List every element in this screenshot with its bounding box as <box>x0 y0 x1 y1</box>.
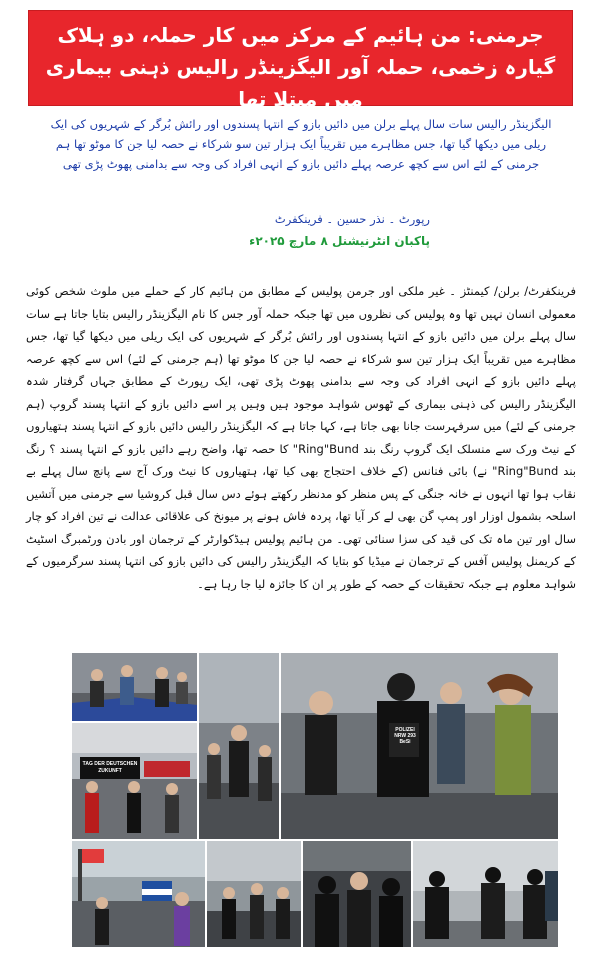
byline: رپورٹ ۔ نذر حسین ۔ فرینکفرٹ <box>274 212 430 226</box>
summary-text: الیگزینڈر رالیس سات سال پہلے برلن میں دائیں بازو کے انتہا پسندوں اور رائش بُرگر کے شہریوں کی ایک ریلی میں دیکھا گیا تھا، جس مظاہرے میں تقریباً ایک ہزار تین سو شرکاء نے حصہ لیا جن کا موٹو تھا ہم جرمنی کے لئے اس سے کچھ عرصہ پہلے دائیں بازو کے انہی افراد کی وجہ سے بدامنی پھوٹ پڑی تھی <box>50 117 552 171</box>
photo-crowd-street <box>207 841 301 947</box>
dateline: پاکبان انٹرنیشنل ۸ مارچ ۲۰۲۵ء <box>249 234 430 248</box>
article-body <box>26 280 576 595</box>
article-body-text: فرینکفرٹ/ برلن/ کیمنٹز ۔ غیر ملکی اور جرمن پولیس کے مطابق من ہائیم کار کے حملے میں ملوث شخص کوئی معمولی انسان نہیں تھا وہ پولیس کی نظروں میں تھا جبکہ حملہ آور جس کا نام الیگزینڈر رالیس بتایا جاتا ہے سات سال پہلے برلن میں دائیں بازو کے انتہا پسندوں اور رائش بُرگر کے شہریوں کی ایک ریلی میں دیکھا گیا تھا، جس مظاہرے میں تقریباً ایک ہزار تین سو شرکاء نے حصہ لیا جن کا موٹو تھا (ہم جرمنی کے لئے) اس سے کچھ عرصہ پہلے دائیں بازو کے انہی افراد کی وجہ سے بدامنی پھوٹ پڑی تھی، ایک رپورٹ کے مطابق جہاں گرفتار شدہ الیگزینڈر رالیس کی ذہنی بیماری کے ٹھوس شواہد موجود ہیں وہیں پر اسے دائیں بازو کے انتہا پسند گروپ (ہم جرمنی کے لئے) میں سرفہرست جانا بھی جاتا ہے، کہا جاتا ہے کہ الیگزینڈر رالیس دائیں بازو کے انتہا پسند ہتھیاروں کے نیٹ ورک سے منسلک ایک گروپ رنگ بند Ring"Bund" کا حصہ تھا، واضح رہے دائیں بازو کے انتہا پسند ؟ رنگ بند Ring"Bund" نے) بائی فنانس (کے خلاف احتجاج بھی کیا تھا، ہتھیاروں کا نیٹ ورک آج سے پانچ سال پہلے بے نقاب ہوا تھا انہوں نے خانہ جنگی کے پس منظر کو مدنظر رکھتے ہوئے دس سال قبل کروشیا سے جرمنی میں آتشیں اسلحہ بشمول اوزار اور پمپ گن بھی لے کر آیا تھا، پردہ فاش ہونے پر میونخ کی علاقائی عدالت نے تین افراد کو چار سال اور تین ماہ تک کی قید کی سزا سنائی تھی۔ من ہائیم پولیس ہیڈکوارٹر کے ترجمان اور بادن ورٹمبرگ اسٹیٹ کے کریمنل پولیس آفس کے ترجمان نے میڈیا کو بتایا کہ الیگزینڈر رالیس کی دائیں بازو کی انتہا پسند سرگرمیوں کے شواہد معلوم ہے جبکہ تحقیقات کے حصہ کے طور پر ان کا جائزہ لیا جا رہا ہے۔ <box>26 284 576 591</box>
banner-text: TAG DER DEUTSCHEN ZUKUNFT <box>82 761 138 774</box>
police-label: POLIZEI NRW 293 BeSi <box>394 727 416 745</box>
photo-banner-rally <box>72 723 197 839</box>
photo-rally-flag <box>72 653 197 721</box>
headline-text: جرمنی: من ہائیم کے مرکز میں کار حملہ، دو ہلاک گیارہ زخمی، حملہ آور الیگزینڈر رالیس ذہنی بیماری میں مبتلا تھا <box>45 23 556 111</box>
photo-flags-crowd <box>72 841 205 947</box>
photo-collage <box>72 653 558 947</box>
photo-march <box>199 653 279 839</box>
headline-banner <box>28 10 573 111</box>
photo-police-raid <box>413 841 558 947</box>
photo-police-scuffle <box>281 653 558 839</box>
summary-block <box>40 114 562 174</box>
photo-masked-group <box>303 841 411 947</box>
